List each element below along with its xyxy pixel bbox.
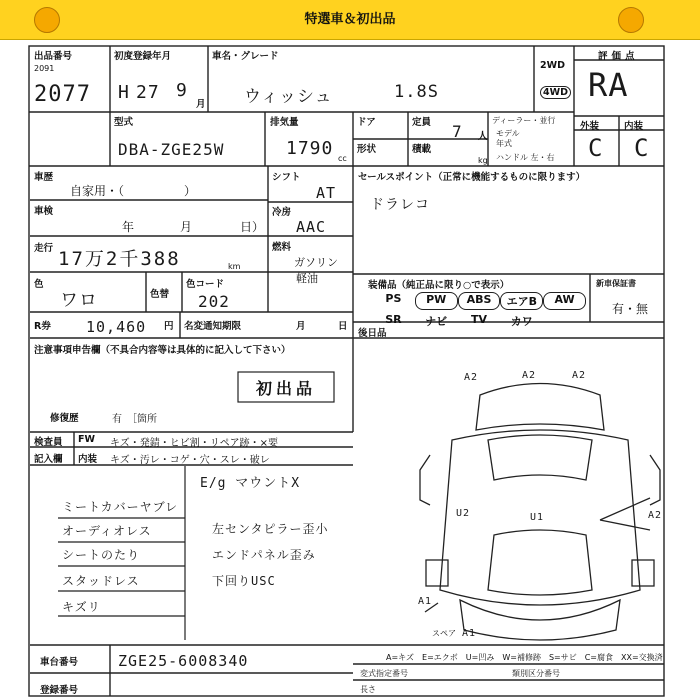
handle-label: ハンドル 左・右 <box>496 153 555 162</box>
equipment-tv: TV <box>470 313 487 326</box>
registration-label: 初度登録年月 <box>114 51 172 62</box>
inspector-entry-label: 記入欄 <box>34 454 63 465</box>
displacement-unit: cc <box>338 154 347 163</box>
capacity-unit: 人 <box>478 131 488 142</box>
warranty-value: 有・無 <box>612 302 649 316</box>
shaken-year-unit: 年 <box>122 220 135 234</box>
remark-engine-mount: E/g マウントX <box>200 476 301 491</box>
inspector-row2: キズ・汚レ・コゲ・穴・スレ・破レ <box>110 455 270 466</box>
recycle-label: R券 <box>34 321 51 332</box>
shaken-label: 車検 <box>34 206 54 217</box>
first-listing-stamp: 初出品 <box>255 379 316 398</box>
load-unit: kg <box>478 156 488 165</box>
equipment-list <box>372 292 586 329</box>
equipment-ps: PS <box>385 292 402 305</box>
chassis-label: 車台番号 <box>40 657 79 668</box>
repair-value: 有 ［箇所 <box>112 414 157 425</box>
equipment-airbag: エアB <box>500 292 543 310</box>
recycle-unit: 円 <box>164 321 174 332</box>
mileage-value: 17万2千388 <box>58 248 181 270</box>
lot-code: 2091 <box>34 64 55 73</box>
color-code-label: 色コード <box>186 279 225 290</box>
equipment-navi: ナビ <box>425 315 448 328</box>
category-label: 類別区分番号 <box>512 669 560 678</box>
displacement-value: 1790 <box>286 138 334 159</box>
doors-label: ドア <box>357 117 376 128</box>
mark-front-right: A2 <box>572 370 587 381</box>
color-code: 202 <box>198 292 230 311</box>
equipment-leather: カワ <box>510 315 533 328</box>
mark-front-left: A2 <box>464 372 479 383</box>
history-value: 自家用・（ ） <box>70 184 197 198</box>
inspector-interior: 内装 <box>78 454 98 465</box>
model-year-label: モデル <box>496 129 520 138</box>
ac-label: 冷房 <box>272 207 292 218</box>
equipment-pw: PW <box>415 292 458 310</box>
registration-month: 9 <box>176 80 188 101</box>
mileage-unit: km <box>228 262 241 271</box>
dealer-label: ディーラー・並行 <box>492 116 556 125</box>
sales-point-label: セールスポイント（正常に機能するものに限ります） <box>358 172 586 183</box>
spare-label: スペア <box>432 629 456 638</box>
inspector-fw: FW <box>78 434 95 445</box>
shaken-month-unit: 月 <box>180 220 193 234</box>
fuel-gasoline: ガソリン <box>294 256 338 269</box>
capacity-value: 7 <box>452 122 463 141</box>
plate-label: 登録番号 <box>40 685 79 696</box>
color-label: 色 <box>34 279 44 290</box>
shift-value: AT <box>316 184 337 202</box>
page-title: 特選車＆初出品 <box>304 12 396 27</box>
fuel-diesel: 軽油 <box>296 272 318 285</box>
post-loading-label: 後日品 <box>358 328 387 339</box>
shape-label: 形状 <box>357 144 377 155</box>
fuel-label: 燃料 <box>272 242 292 253</box>
drive-4wd: 4WD <box>540 86 571 99</box>
color-value: ワロ <box>60 290 98 311</box>
interior-label: 内装 <box>624 121 644 132</box>
name-change-month: 月 <box>296 321 306 332</box>
rating-score: RA <box>588 66 629 104</box>
model-value: DBA-ZGE25W <box>118 140 225 159</box>
mileage-label: 走行 <box>34 243 54 254</box>
mark-rear-bottom: A1 <box>462 628 477 639</box>
repair-label: 修復歴 <box>50 413 79 424</box>
equipment-aw: AW <box>543 292 586 310</box>
drive-2wd: 2WD <box>540 60 565 71</box>
remark-pillar: 左センタピラー歪小 <box>212 522 329 536</box>
remark-end-panel: エンドパネル歪み <box>212 548 316 562</box>
remark-audio: オーディオレス <box>62 524 152 538</box>
length-label: 長さ <box>360 685 376 694</box>
inspector-row1: キズ・発錆・ヒビ割・リペア跡・×要 <box>110 438 278 449</box>
sales-point-value: ドラレコ <box>370 197 430 213</box>
exterior-label: 外装 <box>580 121 600 132</box>
model-label: 型式 <box>114 117 134 128</box>
remark-studless: スタッドレス <box>62 574 140 588</box>
inspector-label: 検査員 <box>34 437 63 448</box>
ac-value: AAC <box>296 218 327 236</box>
remark-seat: シートのたり <box>62 548 141 562</box>
registration-year: 27 <box>136 82 160 103</box>
mark-front-center: A2 <box>522 370 537 381</box>
remark-underbody: 下回りUSC <box>212 574 276 588</box>
color-change-label: 色替 <box>150 289 170 300</box>
name-change-day: 日 <box>338 321 348 332</box>
exterior-grade: C <box>588 134 604 162</box>
shaken-day-unit: 日） <box>240 220 265 234</box>
mark-roof: U1 <box>530 512 545 523</box>
rating-label: 評価点 <box>598 51 639 62</box>
notes-label: 注意事項申告欄（不具合内容等は具体的に記入して下さい） <box>34 345 291 356</box>
lot-number: 2077 <box>34 82 91 107</box>
capacity-label: 定員 <box>412 117 432 128</box>
equipment-abs: ABS <box>458 292 501 310</box>
recycle-value: 10,460 <box>86 318 147 336</box>
name-change-label: 名変通知期限 <box>184 321 242 332</box>
car-name-label: 車名・グレード <box>212 51 279 62</box>
interior-grade: C <box>634 134 650 162</box>
registration-era: H <box>118 82 130 103</box>
equipment-sr: SR <box>385 313 402 326</box>
mark-pillar: U2 <box>456 508 471 519</box>
chassis-value: ZGE25-6008340 <box>118 652 249 670</box>
warranty-label: 新車保証書 <box>596 279 636 288</box>
displacement-label: 排気量 <box>270 117 299 128</box>
shift-label: シフト <box>272 172 301 183</box>
car-name: ウィッシュ <box>244 87 333 107</box>
remark-scratch: キズリ <box>62 600 101 614</box>
damage-legend: A=キズ E=エクボ U=凹み W=補修跡 S=サビ C=腐食 XX=交換済 <box>386 653 663 662</box>
mark-rear-left: A1 <box>418 596 433 607</box>
remark-meat-cover: ミートカバーヤブレ <box>62 500 179 514</box>
equipment-label: 装備品（純正品に限り○で表示） <box>368 280 510 291</box>
load-label: 積載 <box>412 144 432 155</box>
year-label: 年式 <box>496 139 512 148</box>
car-grade: 1.8S <box>394 82 439 102</box>
mark-right-side: A2 <box>648 510 663 521</box>
registration-month-unit: 月 <box>196 99 206 110</box>
history-label: 車歴 <box>34 172 54 183</box>
lot-number-label: 出品番号 <box>34 51 73 62</box>
type-designation-label: 変式指定番号 <box>360 669 408 678</box>
